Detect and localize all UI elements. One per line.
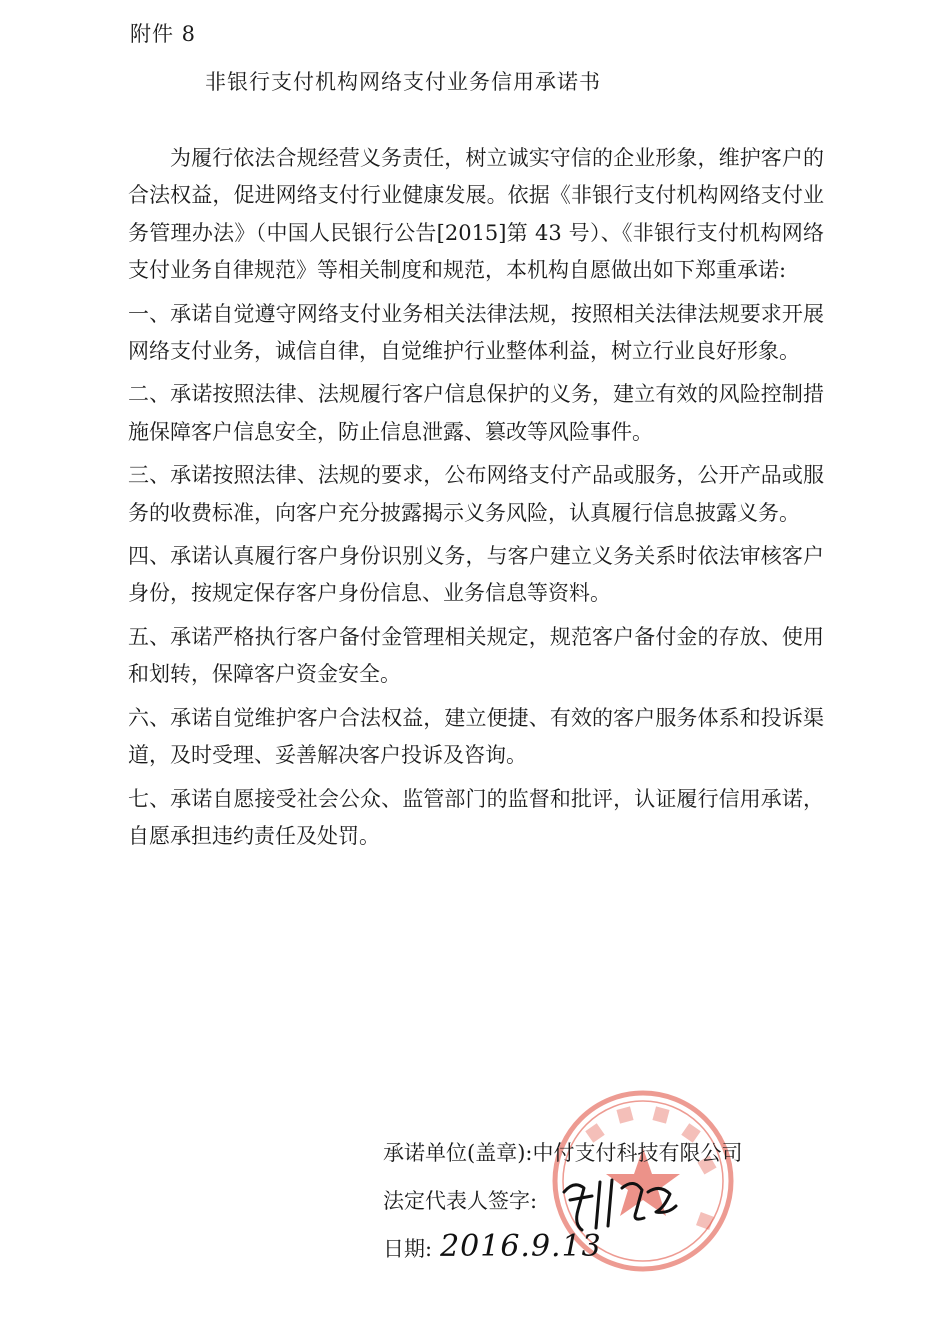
unit-label: 承诺单位(盖章): xyxy=(383,1141,533,1165)
handwritten-date: 2016.9.13 xyxy=(440,1229,602,1264)
commitment-item: 四、承诺认真履行客户身份识别义务，与客户建立义务关系时依法审核客户身份，按规定保存客户身份信息、业务信息等资料。 xyxy=(128,544,824,606)
signature-rep-line xyxy=(383,1186,537,1216)
attachment-label: 附件 8 xyxy=(130,22,197,46)
intro-paragraph: 为履行依法合规经营义务责任，树立诚实守信的企业形象，维护客户的合法权益，促进网络支付行业健康发展。依据《非银行支付机构网络支付业务管理办法》（中国人民银行公告[2015]第 43 号）、《非银行支付机构网络支付业务自律规范》等相关制度和规范，本机构自愿做出如下郑重承诺: xyxy=(128,146,824,283)
unit-name: 中付支付科技有限公司 xyxy=(532,1141,743,1165)
commitment-item: 二、承诺按照法律、法规履行客户信息保护的义务，建立有效的风险控制措施保障客户信息安全，防止信息泄露、篡改等风险事件。 xyxy=(128,382,824,444)
commitment-item: 一、承诺自觉遵守网络支付业务相关法律法规，按照相关法律法规要求开展网络支付业务，诚信自律，自觉维护行业整体利益，树立行业良好形象。 xyxy=(128,301,824,364)
document-body xyxy=(128,140,824,855)
commitment-item: 七、承诺自愿接受社会公众、监管部门的监督和批评，认证履行信用承诺，自愿承担违约责任及处罚。 xyxy=(128,786,824,848)
commitment-item: 三、承诺按照法律、法规的要求，公布网络支付产品或服务，公开产品或服务的收费标准，向客户充分披露揭示义务风险，认真履行信息披露义务。 xyxy=(128,463,824,525)
handwritten-signature-icon xyxy=(560,1170,680,1240)
signature-unit-line xyxy=(383,1138,742,1168)
rep-label: 法定代表人签字: xyxy=(383,1189,538,1213)
commitment-item: 六、承诺自觉维护客户合法权益，建立便捷、有效的客户服务体系和投诉渠道，及时受理、妥善解决客户投诉及咨询。 xyxy=(128,705,824,768)
date-label: 日期: xyxy=(383,1237,433,1261)
commitment-item: 五、承诺严格执行客户备付金管理相关规定，规范客户备付金的存放、使用和划转，保障客户资金安全。 xyxy=(128,624,824,687)
document-title: 非银行支付机构网络支付业务信用承诺书 xyxy=(205,70,601,94)
